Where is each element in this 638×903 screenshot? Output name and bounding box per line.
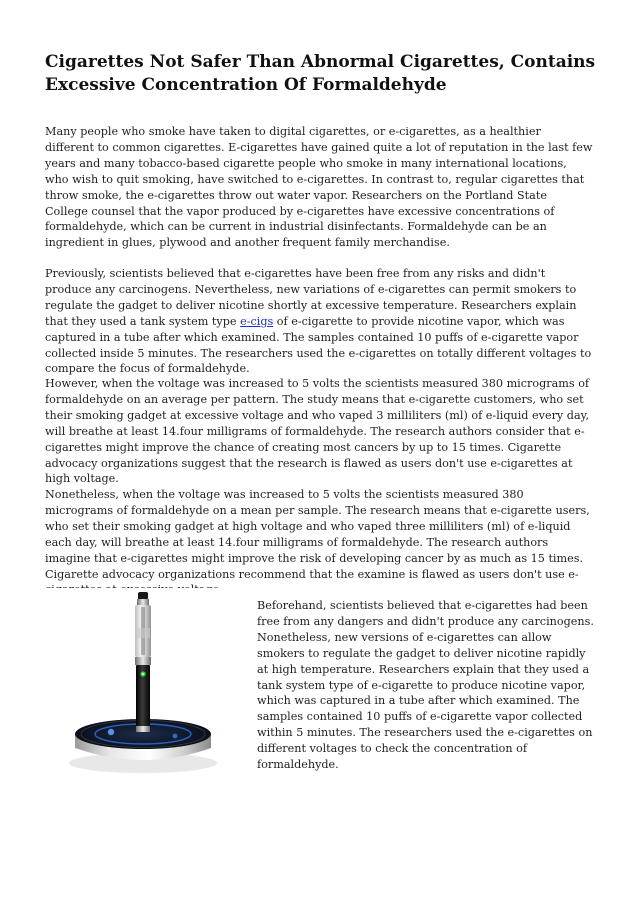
paragraph-1: Many people who smoke have taken to digital cigarettes, or e-cigarettes, as a healthier different to common cigarettes. E-cigarettes have gained quite a lot of reputation in the last few years and many tobacco-based cigarette people who smoke in many international locations, who wish to quit smoking, have switched to e-cigarettes. In contrast to, regular cigarettes that throw smoke, the e-cigarettes throw out water vapor. Researchers on the Portland State College counsel that the vapor produced by e-cigarettes have excessive concentrations of formaldehyde, which can be current in industrial disinfectants. Formaldehyde can be an ingredient in glues, plywood and another frequent family merchandise. (45, 125, 593, 250)
paragraph-4: Nonetheless, when the voltage was increased to 5 volts the scientists measured 380 micrograms of formaldehyde on a mean per sample. The research means that e-cigarette users, who set their smoking gadget at high voltage and who vaped three milliliters (ml) of e-liquid each day, will breathe at least 14.four milligrams of formaldehyde. The research authors imagine that e-cigarettes might improve the risk of developing cancer by as much as 15 times. Cigarette advocacy organizations recommend that the examine is flawed as users don't use e- (45, 488, 590, 581)
paragraph-2 (45, 266, 593, 377)
paragraph-5: Beforehand, scientists believed that e-cigarettes had been free from any dangers and didn't produce any carcinogens. Nonetheless, new versions of e-cigarettes can allow smokers to regulate the gadget to deliver nicotine rapidly at high temperature. Researchers explain that they used a tank system type of e-cigarette to produce nicotine vapor, which was captured in a tube after which examined. The samples contained 10 puffs of e-cigarette vapor collected within 5 minutes. The researchers used the e-cigarettes on different voltages to check the concentration of formaldehyde. (257, 599, 594, 772)
paragraph-2-text-after: of e-cigarette to provide nicotine vapor, which was captured in a tube after which examined. The samples contained 10 puffs of e-cigarette vapor collected inside 5 minutes. The researchers used the e-cigarettes on totally different voltages to compare the focus of formaldehyde. (45, 314, 592, 376)
page-title: Cigarettes Not Safer Than Abnormal Cigarettes, Contains Excessive Concentration Of Formaldehyde (45, 52, 596, 95)
paragraph-2-text-before: Previously, scientists believed that e-cigarettes have been free from any risks and didn't produce any carcinogens. Nevertheless, new variations of e-cigarettes can permit smokers to regulate the gadget to deliver nicotine shortly at excessive temperature. Researchers explain that they used a tank system type (45, 267, 577, 328)
paragraph-3: However, when the voltage was increased to 5 volts the scientists measured 380 micrograms of formaldehyde on an average per pattern. The study means that e-cigarette customers, who set their smoking gadget at excessive voltage and who vaped 3 milliliters (ml) of e-liquid every day, will breathe at least 14.four milligrams of formaldehyde. The research authors consider that e-cigarettes might improve the chance of creating most cancers by up to 15 times. Cigarette advocacy organizations suggest that the research is flawed as users don't use e-cigarettes at high voltage. (45, 377, 590, 486)
e-cigs-link[interactable]: e-cigs (240, 314, 274, 328)
e-cigarette-on-stand-illustration (45, 588, 247, 782)
e-cigarette-image (45, 588, 247, 782)
